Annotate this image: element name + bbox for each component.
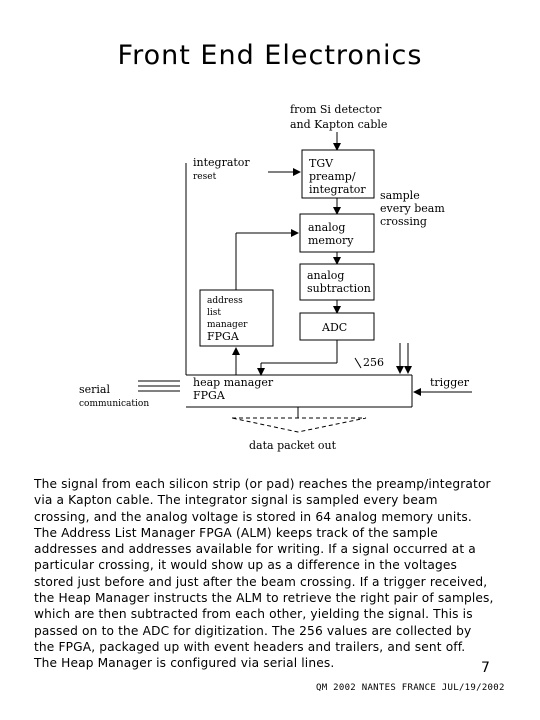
svg-text:TGV: TGV [309,157,334,170]
description-line: via a Kapton cable. The integrator signal is sampled every beam [34,493,438,508]
svg-text:heap manager: heap manager [193,376,274,389]
svg-text:FPGA: FPGA [193,389,225,402]
serial-comm-label [79,383,149,409]
svg-text:serial: serial [79,383,111,396]
svg-text:reset: reset [193,172,217,182]
heap-manager-label [193,376,274,402]
description-paragraph [34,476,524,672]
description-line: particular crossing, it would show up as a difference in the voltages [34,558,457,573]
trigger-label: trigger [430,376,470,389]
description-line: The Address List Manager FPGA (ALM) keeps track of the sample [34,525,438,540]
svg-text:communication: communication [79,399,150,409]
svg-text:integrator: integrator [193,156,250,169]
bus-width-label: 256 [363,356,384,369]
description-line: the Heap Manager instructs the ALM to retrieve the right pair of samples, [34,591,494,606]
svg-text:FPGA: FPGA [207,330,239,343]
output-arrow-head [232,418,366,432]
description-line: passed on to the ADC for digitization. The 256 values are collected by [34,623,472,638]
svg-text:every beam: every beam [380,202,445,215]
svg-text:memory: memory [308,234,354,247]
adc-label: ADC [322,321,348,334]
description-line: which are then subtracted from each other, yielding the signal. This is [34,607,473,622]
svg-text:subtraction: subtraction [307,282,371,295]
svg-text:list: list [207,308,221,318]
footer-text: QM 2002 NANTES FRANCE JUL/19/2002 [316,683,505,693]
svg-text:integrator: integrator [309,183,366,196]
slide-title: Front End Electronics [117,40,423,71]
description-line: The Heap Manager is configured via serial lines. [34,656,335,671]
svg-text:address: address [207,296,243,306]
source-label [290,103,387,131]
description-line: The signal from each silicon strip (or pad) reaches the preamp/integrator [34,477,491,491]
svg-text:sample: sample [380,189,420,202]
description-line: crossing, and the analog voltage is stored in 64 analog memory units. [34,509,472,524]
output-label: data packet out [249,439,337,452]
svg-text:from Si detector: from Si detector [290,103,382,116]
svg-text:manager: manager [207,320,248,330]
bus-width-tick [355,358,361,368]
svg-text:crossing: crossing [380,215,427,228]
svg-text:analog: analog [308,221,346,234]
sample-label [380,189,445,228]
svg-text:preamp/: preamp/ [309,170,356,183]
description-line: addresses and addresses available for writing. If a signal occurred at a [34,542,476,557]
page-number: 7 [481,660,490,676]
svg-text:and Kapton cable: and Kapton cable [290,118,388,131]
description-line: the FPGA, packaged up with event headers and trailers, and sent off. [34,639,466,654]
integrator-reset-label [193,156,250,182]
description-line: stored just before and just after the beam crossing. If a trigger received, [34,574,488,589]
svg-text:analog: analog [307,269,345,282]
